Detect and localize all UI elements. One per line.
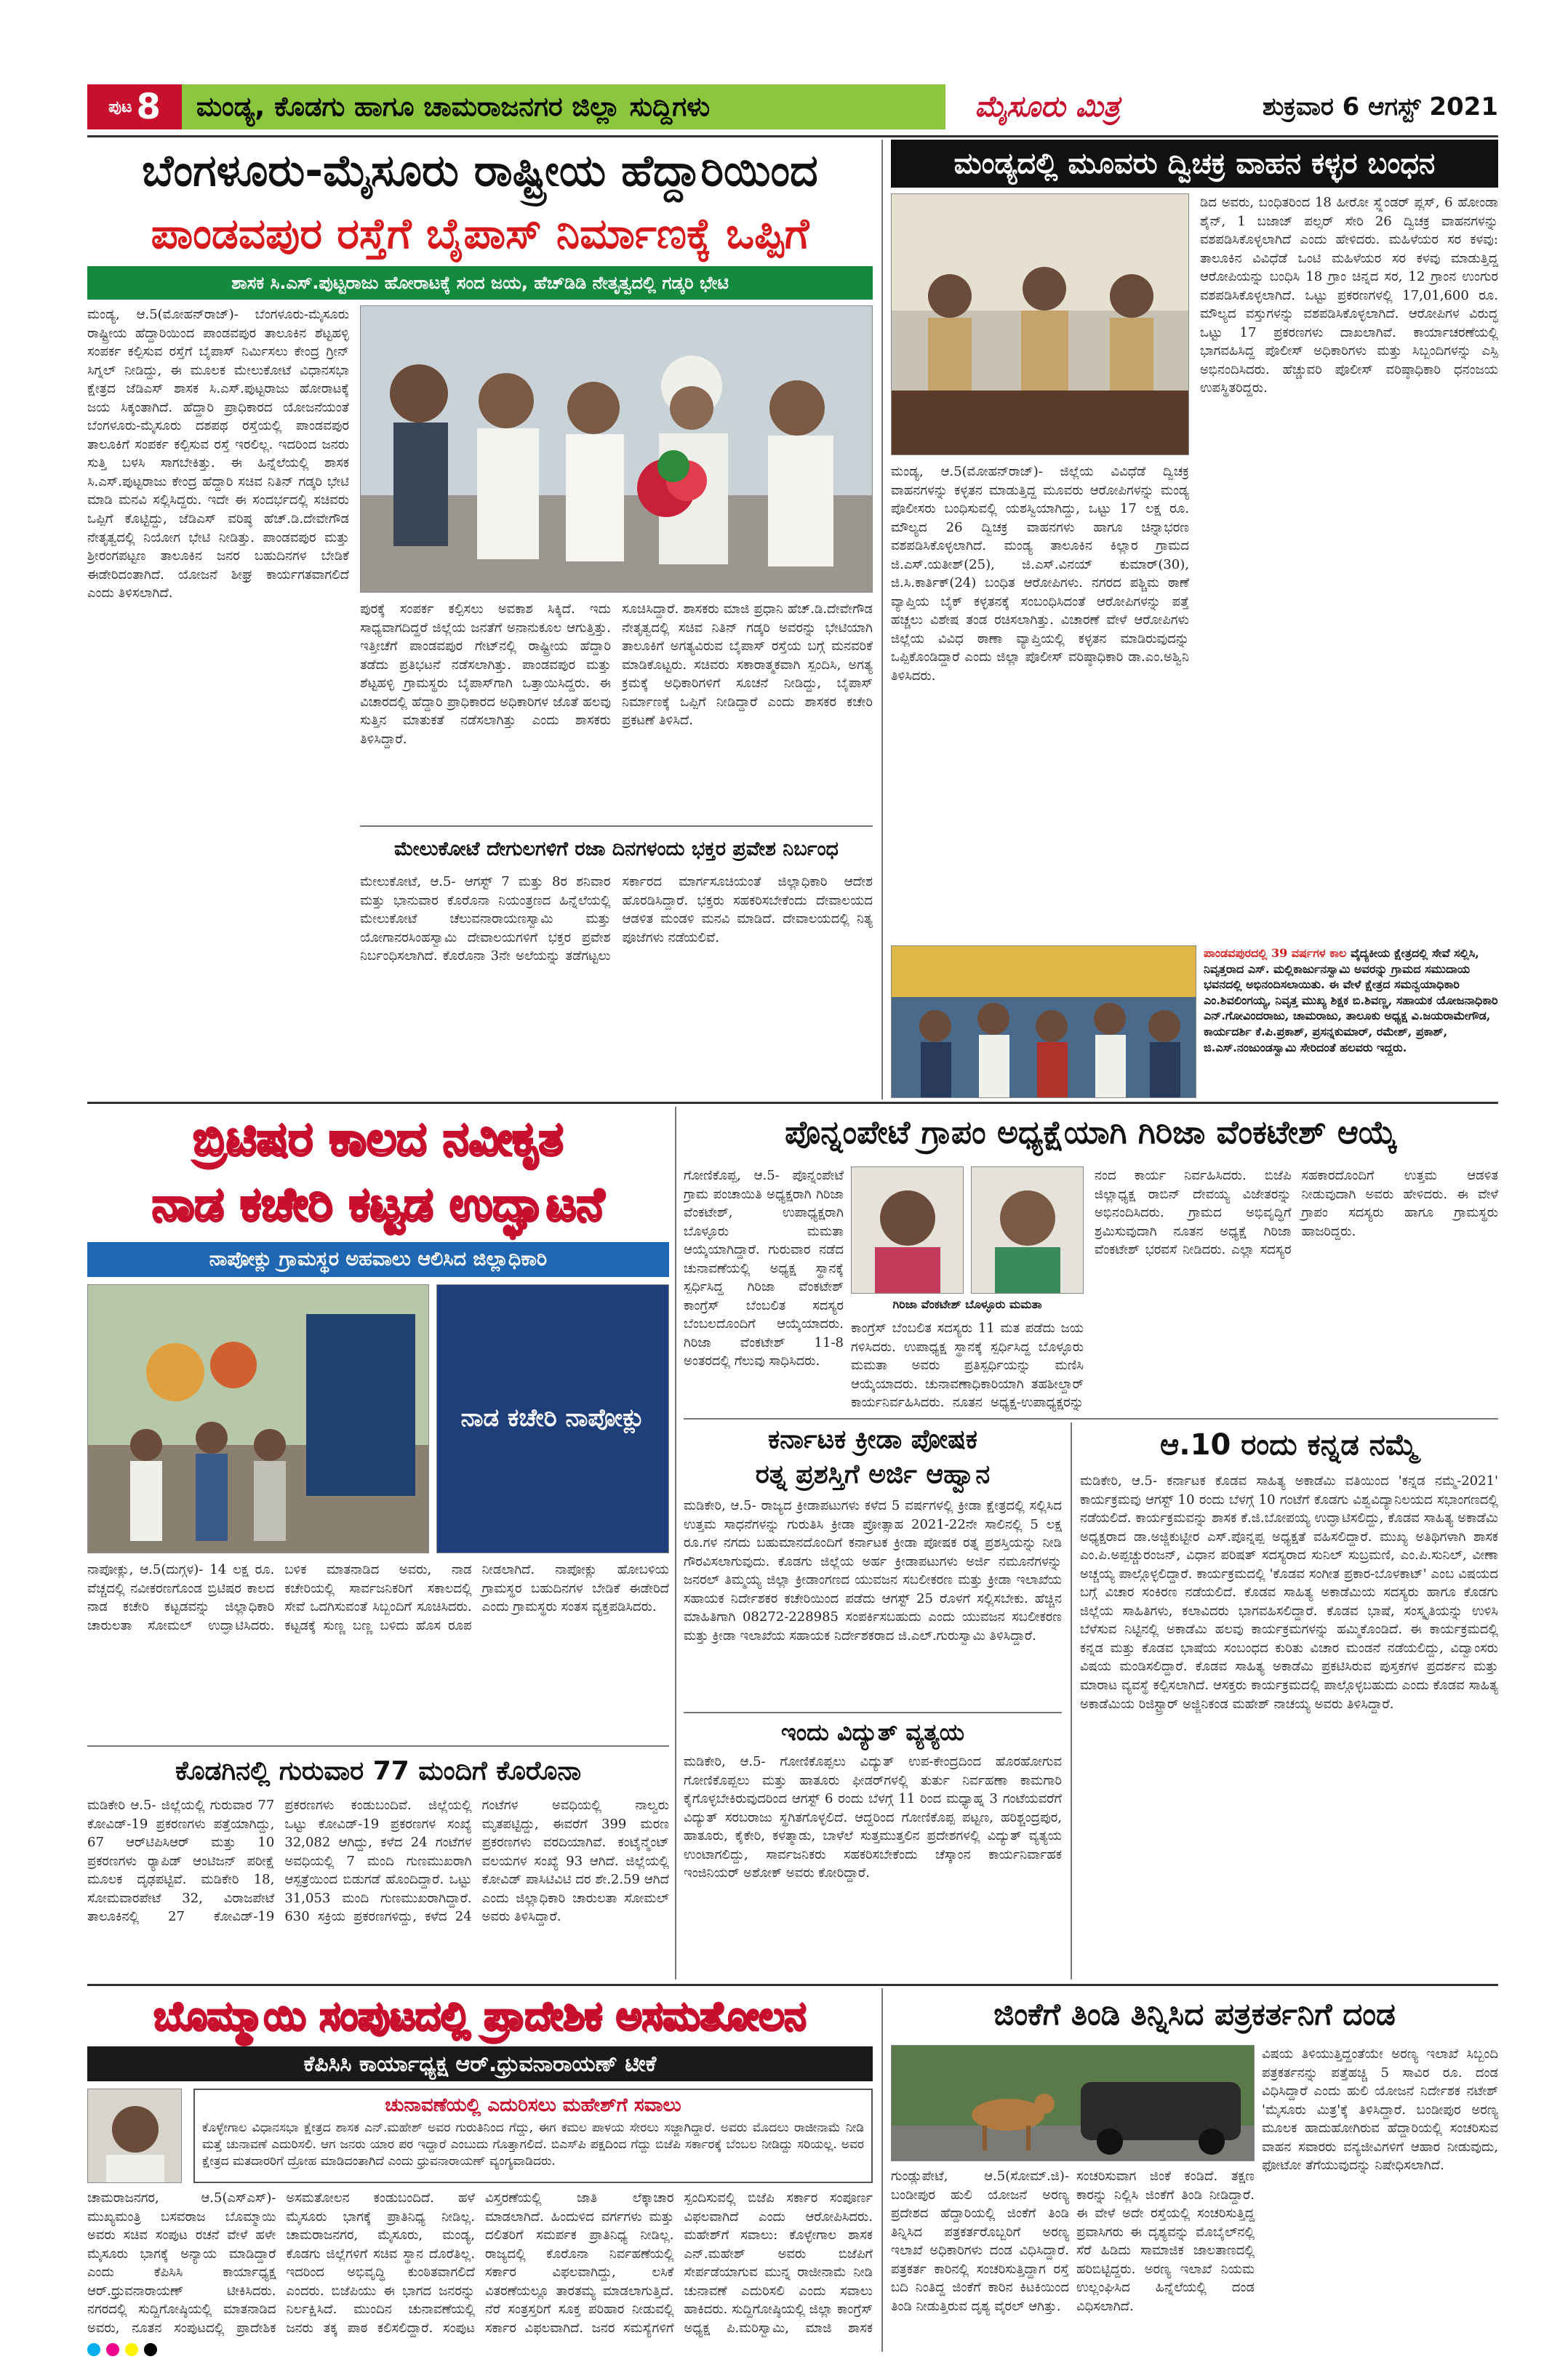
bommai-col1: ಚಾಮರಾಜನಗರ, ಆ.5(ಎಸ್‌ಎಸ್)- ಮುಖ್ಯಮಂತ್ರಿ ಬಸವರಾಜ ಬೊಮ್ಮಾಯಿ ಅವರು ಸಚಿವ ಸಂಪುಟ ರಚನೆ ವೇಳೆ ಹಳೇ ಮೈಸೂರು ಭಾಗಕ್ಕೆ ಅನ್ಯಾಯ ಮಾಡಿದ್ದಾರೆ ಎಂದು ಕೆಪಿಸಿಸಿ ಕಾರ್ಯಾಧ್ಯಕ್ಷ ಆರ್.ಧ್ರುವನಾರಾಯಣ್ ಟೀಕಿಸಿದರು. ನಗರದಲ್ಲಿ ಸುದ್ದಿಗೋಷ್ಠಿಯಲ್ಲಿ ಮಾತನಾಡಿದ ಅವರು, ನೂತನ ಸಂಪುಟದಲ್ಲಿ ಪ್ರಾದೇಶಿಕ ಅಸಮತೋಲನ ಕಂಡುಬಂದಿದೆ. ಹಳೆ ಮೈಸೂರು ಭಾಗಕ್ಕೆ ಪ್ರಾತಿನಿಧ್ಯ ನೀಡಿಲ್ಲ. ಚಾಮರಾಜನಗರ, ಮೈಸೂರು, ಮಂಡ್ಯ, ಕೊಡಗು ಜಿಲ್ಲೆಗಳಿಗೆ ಸಚಿವ ಸ್ಥಾನ ದೊರೆತಿಲ್ಲ. ಇದರಿಂದ ಅಭಿವೃದ್ಧಿ ಕುಂಠಿತವಾಗಲಿದೆ ಎಂದರು. ಬಿಜೆಪಿಯು ಈ ಭಾಗದ ಜನರನ್ನು ನಿರ್ಲಕ್ಷಿಸಿದೆ. ಮುಂದಿನ ಚುನಾವಣೆಯಲ್ಲಿ ಜನರು ತಕ್ಕ ಪಾಠ ಕಲಿಸಲಿದ್ದಾರೆ. ಸಂಪುಟ ವಿಸ್ತರಣೆಯಲ್ಲಿ ಜಾತಿ ಲೆಕ್ಕಾಚಾರ ಮಾಡಲಾಗಿದೆ. ಹಿಂದುಳಿದ ವರ್ಗಗಳು ಮತ್ತು ದಲಿತರಿಗೆ ಸಮರ್ಪಕ ಪ್ರಾತಿನಿಧ್ಯ ನೀಡಿಲ್ಲ. ರಾಜ್ಯದಲ್ಲಿ ಕೊರೊನಾ ನಿರ್ವಹಣೆಯಲ್ಲಿ ಸರ್ಕಾರ ವಿಫಲವಾಗಿದ್ದು, ಲಸಿಕೆ ವಿತರಣೆಯಲ್ಲೂ ತಾರತಮ್ಯ ಮಾಡಲಾಗುತ್ತಿದೆ. ನೆರೆ ಸಂತ್ರಸ್ತರಿಗೆ ಸೂಕ್ತ ಪರಿಹಾರ ನೀಡುವಲ್ಲಿ ಸರ್ಕಾರ ವಿಫಲವಾಗಿದೆ. ಜನರ ಸಮಸ್ಯೆಗಳಿಗೆ ಸ್ಪಂದಿಸುವಲ್ಲಿ ಬಿಜೆಪಿ ಸರ್ಕಾರ ಸಂಪೂರ್ಣ ವಿಫಲವಾಗಿದೆ ಎಂದು ಆರೋಪಿಸಿದರು. ಮಹೇಶ್‌ಗೆ ಸವಾಲು: ಕೊಳ್ಳೇಗಾಲ ಶಾಸಕ ಎನ್.ಮಹೇಶ್ ಅವರು ಬಿಜೆಪಿಗೆ ಸೇರ್ಪಡೆಯಾಗುವ ಮುನ್ನ ರಾಜೀನಾಮೆ ನೀಡಿ ಚುನಾವಣೆ ಎದುರಿಸಲಿ ಎಂದು ಸವಾಲು ಹಾಕಿದರು. ಸುದ್ದಿಗೋಷ್ಠಿಯಲ್ಲಿ ಜಿಲ್ಲಾ ಕಾಂಗ್ರೆಸ್ ಅಧ್ಯಕ್ಷ ಪಿ.ಮರಿಸ್ವಾಮಿ, ಮಾಜಿ ಶಾಸಕ — [87, 2190, 873, 2336]
bottom-column-divider — [881, 1988, 883, 2352]
deer-col1: ಗುಂಡ್ಲುಪೇಟೆ, ಆ.5(ಸೋಮ್.ಜಿ)- ಬಂಡೀಪುರ ಹುಲಿ ಯೋಜನೆ ಅರಣ್ಯ ಪ್ರದೇಶದ ಹೆದ್ದಾರಿಯಲ್ಲಿ ಜಿಂಕೆಗೆ ತಿಂಡಿ ತಿನ್ನಿಸಿದ ಪತ್ರಕರ್ತರೊಬ್ಬರಿಗೆ ಅರಣ್ಯ ಇಲಾಖೆ ಅಧಿಕಾರಿಗಳು ದಂಡ ವಿಧಿಸಿದ್ದಾರೆ. ಪತ್ರಕರ್ತ ಕಾರಿನಲ್ಲಿ ಸಂಚರಿಸುತ್ತಿದ್ದಾಗ ರಸ್ತೆ ಬದಿ ನಿಂತಿದ್ದ ಜಿಂಕೆಗೆ ಕಾರಿನ ಕಿಟಕಿಯಿಂದ ತಿಂಡಿ ನೀಡುತ್ತಿರುವ ದೃಶ್ಯ ವೈರಲ್ ಆಗಿತ್ತು. — [891, 2169, 1069, 2314]
ponnampet-col1: ಗೋಣಿಕೊಪ್ಪ, ಆ.5- ಪೊನ್ನಂಪೇಟೆ ಗ್ರಾಮ ಪಂಚಾಯಿತಿ ಅಧ್ಯಕ್ಷರಾಗಿ ಗಿರಿಜಾ ವೆಂಕಟೇಶ್, ಉಪಾಧ್ಯಕ್ಷರಾಗಿ ಬೊಳ್ಳೂರು ಮಮತಾ ಆಯ್ಕೆಯಾಗಿದ್ದಾರೆ. ಗುರುವಾರ ನಡೆದ ಚುನಾವಣೆಯಲ್ಲಿ ಅಧ್ಯಕ್ಷ ಸ್ಥಾನಕ್ಕೆ ಸ್ಪರ್ಧಿಸಿದ್ದ ಗಿರಿಜಾ ವೆಂಕಟೇಶ್ ಕಾಂಗ್ರೆಸ್ ಬೆಂಬಲಿತ ಸದಸ್ಯರ ಬೆಂಬಲದೊಂದಿಗೆ ಆಯ್ಕೆಯಾದರು. ಗಿರಿಜಾ ವೆಂಕಟೇಶ್ 11-8 ಅಂತರದಲ್ಲಿ ಗೆಲುವು ಸಾಧಿಸಿದರು. — [684, 1168, 844, 1369]
page-number: 8 — [136, 87, 161, 127]
ponnampet-col3: ನಂದ ಕಾರ್ಯ ನಿರ್ವಹಿಸಿದರು. ಬಿಜೆಪಿ ಜಿಲ್ಲಾಧ್ಯಕ್ಷ ರಾಬಿನ್ ದೇವಯ್ಯ ವಿಜೇತರನ್ನು ಅಭಿನಂದಿಸಿದರು. ಗ್ರಾಮದ ಅಭಿವೃದ್ಧಿಗೆ ಶ್ರಮಿಸುವುದಾಗಿ ನೂತನ ಅಧ್ಯಕ್ಷೆ ಗಿರಿಜಾ ವೆಂಕಟೇಶ್ ಭರವಸೆ ನೀಡಿದರು. ಎಲ್ಲಾ ಸದಸ್ಯರ ಸಹಕಾರದೊಂದಿಗೆ ಉತ್ತಮ ಆಡಳಿತ ನೀಡುವುದಾಗಿ ಅವರು ಹೇಳಿದರು. ಈ ವೇಳೆ ಗ್ರಾಪಂ ಸದಸ್ಯರು ಹಾಗೂ ಗ್ರಾಮಸ್ಥರು ಹಾಜರಿದ್ದರು. — [1095, 1168, 1498, 1258]
power-rule — [684, 1712, 1062, 1713]
nadakacheri-headline-2: ನಾಡ ಕಚೇರಿ ಕಟ್ಟಡ ಉದ್ಘಾಟನೆ — [152, 1178, 604, 1233]
page-number-badge — [87, 84, 182, 129]
right-column-divider — [1071, 1422, 1072, 1979]
reg-dot-cyan — [87, 2343, 100, 2356]
page-label: ಪುಟ — [108, 97, 132, 116]
reg-dot-yellow — [125, 2343, 138, 2356]
issue-date: ಶುಕ್ರವಾರ 6 ಆಗಸ್ಟ್ 2021 — [1262, 92, 1498, 121]
nadakacheri-sign-photo — [436, 1284, 669, 1553]
bypass-headline-1: ಬೆಂಗಳೂರು-ಮೈಸೂರು ರಾಷ್ಟ್ರೀಯ ಹೆದ್ದಾರಿಯಿಂದ — [142, 145, 818, 196]
corona-headline: ಕೊಡಗಿನಲ್ಲಿ ಗುರುವಾರ 77 ಮಂದಿಗೆ ಕೊರೊನಾ — [175, 1756, 582, 1787]
paper-name: ಮೈಸೂರು ಮಿತ್ರ — [975, 90, 1120, 124]
bypass-headline-2: ಪಾಂಡವಪುರ ರಸ್ತೆಗೆ ಬೈಪಾಸ್ ನಿರ್ಮಾಣಕ್ಕೆ ಒಪ್ಪಿಗೆ — [151, 208, 809, 258]
reg-dot-magenta — [106, 2343, 119, 2356]
bike-theft-col2: ಡಿದ ಅವರು, ಬಂಧಿತರಿಂದ 18 ಹೀರೋ ಸ್ಪ್ಲೆಂಡರ್ ಪ್ಲಸ್, 6 ಹೋಂಡಾ ಶೈನ್, 1 ಬಜಾಜ್ ಪಲ್ಸರ್ ಸೇರಿ 26 ದ್ವಿಚಕ್ರ ವಾಹನಗಳನ್ನು ವಶಪಡಿಸಿಕೊಳ್ಳಲಾಗಿದೆ ಎಂದು ಹೇಳಿದರು. ಮಹಿಳೆಯರ ಸರ ಕಳವು: ತಾಲೂಕಿನ ವಿವಿಧೆಡೆ ಒಂಟಿ ಮಹಿಳೆಯರ ಸರ ಕಳವು ಮಾಡುತ್ತಿದ್ದ ಆರೋಪಿಯನ್ನು ಬಂಧಿಸಿ 18 ಗ್ರಾಂ ಚಿನ್ನದ ಸರ, 12 ಗ್ರಾಂನ ಉಂಗುರ ವಶಪಡಿಸಿಕೊಳ್ಳಲಾಗಿದೆ. ಒಟ್ಟು ಪ್ರಕರಣಗಳಲ್ಲಿ 17,01,600 ರೂ. ಮೌಲ್ಯದ ವಸ್ತುಗಳನ್ನು ವಶಪಡಿಸಿಕೊಳ್ಳಲಾಗಿದೆ. ಆರೋಪಿಗಳ ವಿರುದ್ಧ ಒಟ್ಟು 17 ಪ್ರಕರಣಗಳು ದಾಖಲಾಗಿವೆ. ಕಾರ್ಯಾಚರಣೆಯಲ್ಲಿ ಭಾಗವಹಿಸಿದ್ದ ಪೊಲೀಸ್ ಅಧಿಕಾರಿಗಳು ಮತ್ತು ಸಿಬ್ಬಂದಿಗಳನ್ನು ಎಸ್ಪಿ ಅಭಿನಂದಿಸಿದರು. ಹೆಚ್ಚುವರಿ ಪೊಲೀಸ್ ವರಿಷ್ಠಾಧಿಕಾರಿ ಧನಂಜಯ ಉಪಸ್ಥಿತರಿದ್ದರು. — [1200, 195, 1498, 396]
nadakacheri-photo — [87, 1284, 429, 1553]
nadakacheri-headline-1: ಬ್ರಿಟಿಷರ ಕಾಲದ ನವೀಕೃತ — [193, 1113, 564, 1167]
sports-headline-2: ರತ್ನ ಪ್ರಶಸ್ತಿಗೆ ಅರ್ಜಿ ಆಹ್ವಾನ — [755, 1460, 991, 1490]
sports-body: ಮಡಿಕೇರಿ, ಆ.5- ರಾಜ್ಯದ ಕ್ರೀಡಾಪಟುಗಳು ಕಳೆದ 5 ವರ್ಷಗಳಲ್ಲಿ ಕ್ರೀಡಾ ಕ್ಷೇತ್ರದಲ್ಲಿ ಸಲ್ಲಿಸಿದ ಉತ್ತಮ ಸಾಧನೆಗಳನ್ನು ಗುರುತಿಸಿ ಕ್ರೀಡಾ ಪ್ರೋತ್ಸಾಹ 2021-22ನೇ ಸಾಲಿನಲ್ಲಿ 5 ಲಕ್ಷ ರೂ.ಗಳ ನಗದು ಬಹುಮಾನದೊಂದಿಗೆ ಕರ್ನಾಟಕ ಕ್ರೀಡಾ ಪೋಷಕ ರತ್ನ ಪ್ರಶಸ್ತಿಯನ್ನು ನೀಡಿ ಗೌರವಿಸಲಾಗುವುದು. ಕೊಡಗು ಜಿಲ್ಲೆಯ ಅರ್ಹ ಕ್ರೀಡಾಪಟುಗಳು ಅರ್ಜಿ ನಮೂನೆಗಳನ್ನು ಜನರಲ್ ತಿಮ್ಮಯ್ಯ ಜಿಲ್ಲಾ ಕ್ರೀಡಾಂಗಣದ ಯುವಜನ ಸಬಲೀಕರಣ ಮತ್ತು ಕ್ರೀಡಾ ಇಲಾಖೆಯ ಸಹಾಯಕ ನಿರ್ದೇಶಕರ ಕಚೇರಿಯಿಂದ ಪಡೆದು ಆಗಸ್ಟ್ 25 ರೊಳಗೆ ಸಲ್ಲಿಸಬೇಕು. ಹೆಚ್ಚಿನ ಮಾಹಿತಿಗಾಗಿ 08272-228985 ಸಂಪರ್ಕಿಸಬಹುದು ಎಂದು ಯುವಜನ ಸಬಲೀಕರಣ ಮತ್ತು ಕ್ರೀಡಾ ಇಲಾಖೆಯ ಸಹಾಯಕ ನಿರ್ದೇಶಕರಾದ ಜಿ.ಎಲ್.ಗುರುಸ್ವಾಮಿ ತಿಳಿಸಿದ್ದಾರೆ. — [684, 1498, 1062, 1644]
nadakacheri-sign-text: ನಾಡ ಕಚೇರಿ ನಾಪೋಕ್ಲು — [460, 1404, 645, 1433]
felicitation-text: ಪಾಂಡವಪುರದಲ್ಲಿ 39 ವರ್ಷಗಳ ಕಾಲ ವೈದ್ಯಕೀಯ ಕ್ಷೇತ್ರದಲ್ಲಿ ಸೇವೆ ಸಲ್ಲಿಸಿ, ನಿವೃತ್ತರಾದ ಎಸ್. ಮಲ್ಲಿಕಾರ್ಜುನಸ್ವಾಮಿ ಅವರನ್ನು ಗ್ರಾಮದ ಸಮುದಾಯ ಭವನದಲ್ಲಿ ಅಭಿನಂದಿಸಲಾಯಿತು. ಈ ವೇಳೆ ಕ್ಷೇತ್ರದ ಸಮನ್ವಯಾಧಿಕಾರಿ ಎಂ.ಶಿವಲಿಂಗಯ್ಯ, ನಿವೃತ್ತ ಮುಖ್ಯ ಶಿಕ್ಷಕ ಬಿ.ಶಿವಣ್ಣ, ಸಹಾಯಕ ಯೋಜನಾಧಿಕಾರಿ ಎನ್.ಗೋವಿಂದರಾಜು, ಚಾಮರಾಜು, ತಾಲೂಕು ಅಧ್ಯಕ್ಷ ವಿ.ಜಯರಾಮೇಗೌಡ, ಕಾರ್ಯದರ್ಶಿ ಕೆ.ಪಿ.ಪ್ರಕಾಶ್, ಪ್ರಸನ್ನಕುಮಾರ್, ರಮೇಶ್, ಪ್ರಕಾಶ್, ಜಿ.ಎಸ್.ನಂಜುಂಡಸ್ವಾಮಿ ಸೇರಿದಂತೆ ಹಲವರು ಇದ್ದರು. — [1204, 946, 1498, 1054]
bike-theft-headline-bar: ಮಂಡ್ಯದಲ್ಲಿ ಮೂವರು ದ್ವಿಚಕ್ರ ವಾಹನ ಕಳ್ಳರ ಬಂಧನ — [891, 140, 1498, 188]
kannada-body: ಮಡಿಕೇರಿ, ಆ.5- ಕರ್ನಾಟಕ ಕೊಡವ ಸಾಹಿತ್ಯ ಅಕಾಡೆಮಿ ವತಿಯಿಂದ 'ಕನ್ನಡ ನಮ್ಮೆ-2021' ಕಾರ್ಯಕ್ರಮವು ಆಗಸ್ಟ್ 10 ರಂದು ಬೆಳಗ್ಗೆ 10 ಗಂಟೆಗೆ ಕೊಡಗು ವಿಶ್ವವಿದ್ಯಾನಿಲಯದ ಸಭಾಂಗಣದಲ್ಲಿ ನಡೆಯಲಿದೆ. ಕಾರ್ಯಕ್ರಮವನ್ನು ಶಾಸಕ ಕೆ.ಜಿ.ಬೋಪಯ್ಯ ಉದ್ಘಾಟಿಸಲಿದ್ದು, ಕೊಡವ ಸಾಹಿತ್ಯ ಅಕಾಡೆಮಿ ಅಧ್ಯಕ್ಷರಾದ ಡಾ.ಅಜ್ಜಿಕುಟ್ಟೀರ ಎಸ್.ಪೊನ್ನಪ್ಪ ಅಧ್ಯಕ್ಷತೆ ವಹಿಸಲಿದ್ದಾರೆ. ಮುಖ್ಯ ಅತಿಥಿಗಳಾಗಿ ಶಾಸಕ ಎಂ.ಪಿ.ಅಪ್ಪಚ್ಚುರಂಜನ್, ವಿಧಾನ ಪರಿಷತ್ ಸದಸ್ಯರಾದ ಸುನಿಲ್ ಸುಬ್ರಮಣಿ, ಎಂ.ಪಿ.ಸುನಿಲ್, ವೀಣಾ ಅಚ್ಚಯ್ಯ ಪಾಲ್ಗೊಳ್ಳಲಿದ್ದಾರೆ. ಕಾರ್ಯಕ್ರಮದಲ್ಲಿ 'ಕೊಡವ ಸಂಗೀತ ಪ್ರಕಾರ-ಬೊಳಕಾಟ್' ಎಂಬ ವಿಷಯದ ಬಗ್ಗೆ ವಿಚಾರ ಸಂಕಿರಣ ನಡೆಯಲಿದೆ. ಕೊಡವ ಸಾಹಿತ್ಯ ಅಕಾಡೆಮಿಯ ಸದಸ್ಯರು ಹಾಗೂ ಕೊಡಗು ಜಿಲ್ಲೆಯ ಸಾಹಿತಿಗಳು, ಕಲಾವಿದರು ಭಾಗವಹಿಸಲಿದ್ದಾರೆ. ಕೊಡವ ಭಾಷೆ, ಸಂಸ್ಕೃತಿಯನ್ನು ಉಳಿಸಿ ಬೆಳೆಸುವ ನಿಟ್ಟಿನಲ್ಲಿ ಅಕಾಡೆಮಿ ಹಲವು ಕಾರ್ಯಕ್ರಮಗಳನ್ನು ಹಮ್ಮಿಕೊಂಡಿದೆ. ಈ ಕಾರ್ಯಕ್ರಮದಲ್ಲಿ ಕನ್ನಡ ಮತ್ತು ಕೊಡವ ಭಾಷೆಯ ಸಂಬಂಧದ ಕುರಿತು ವಿಚಾರ ಮಂಡನೆ ನಡೆಯಲಿದ್ದು, ವಿದ್ವಾಂಸರು ವಿಷಯ ಮಂಡಿಸಲಿದ್ದಾರೆ. ಕೊಡವ ಸಾಹಿತ್ಯ ಅಕಾಡೆಮಿ ಪ್ರಕಟಿಸಿರುವ ಪುಸ್ತಕಗಳ ಪ್ರದರ್ಶನ ಮತ್ತು ಮಾರಾಟ ವ್ಯವಸ್ಥೆ ಕಲ್ಪಿಸಲಾಗಿದೆ. ಆಸಕ್ತರು ಕಾರ್ಯಕ್ರಮದಲ್ಲಿ ಪಾಲ್ಗೊಳ್ಳಬಹುದು ಎಂದು ಕೊಡವ ಸಾಹಿತ್ಯ ಅಕಾಡೆಮಿಯ ರಿಜಿಸ್ಟ್ರಾರ್ ಅಜ್ಜಿನಿಕಂಡ ಮಹೇಶ್ ನಾಚಯ್ಯ ಅವರು ತಿಳಿಸಿದ್ದಾರೆ. — [1080, 1473, 1498, 1712]
nadakacheri-body-bottom: ನಾಪೋಕ್ಲು, ಆ.5(ದುಗ್ಗಳ)- 14 ಲಕ್ಷ ರೂ. ವೆಚ್ಚದಲ್ಲಿ ನವೀಕರಣಗೊಂಡ ಬ್ರಿಟಿಷರ ಕಾಲದ ನಾಡ ಕಚೇರಿ ಕಟ್ಟಡವನ್ನು ಜಿಲ್ಲಾಧಿಕಾರಿ ಚಾರುಲತಾ ಸೋಮಲ್ ಉದ್ಘಾಟಿಸಿದರು. ಬಳಿಕ ಮಾತನಾಡಿದ ಅವರು, ನಾಡ ಕಚೇರಿಯಲ್ಲಿ ಸಾರ್ವಜನಿಕರಿಗೆ ಸಕಾಲದಲ್ಲಿ ಸೇವೆ ಒದಗಿಸುವಂತೆ ಸಿಬ್ಬಂದಿಗೆ ಸೂಚಿಸಿದರು. ಕಟ್ಟಡಕ್ಕೆ ಸುಣ್ಣ ಬಣ್ಣ ಬಳಿದು ಹೊಸ ರೂಪ ನೀಡಲಾಗಿದೆ. ನಾಪೋಕ್ಲು ಹೋಬಳಿಯ ಗ್ರಾಮಸ್ಥರ ಬಹುದಿನಗಳ ಬೇಡಿಕೆ ಈಡೇರಿದೆ ಎಂದು ಗ್ರಾಮಸ್ಥರು ಸಂತಸ ವ್ಯಕ್ತಪಡಿಸಿದರು. — [87, 1562, 669, 1633]
bypass-body-col1: ಮಂಡ್ಯ, ಆ.5(ಮೋಹನ್‌ರಾಜ್)- ಬೆಂಗಳೂರು-ಮೈಸೂರು ರಾಷ್ಟ್ರೀಯ ಹೆದ್ದಾರಿಯಿಂದ ಪಾಂಡವಪುರ ತಾಲೂಕಿನ ಶೆಟ್ಟಹಳ್ಳಿ ಸಂಪರ್ಕ ಕಲ್ಪಿಸುವ ರಸ್ತೆಗೆ ಬೈಪಾಸ್ ನಿರ್ಮಿಸಲು ಕೇಂದ್ರ ಗ್ರೀನ್ ಸಿಗ್ನಲ್ ನೀಡಿದ್ದು, ಈ ಮೂಲಕ ಮೇಲುಕೋಟೆ ವಿಧಾನಸಭಾ ಕ್ಷೇತ್ರದ ಜೆಡಿಎಸ್ ಶಾಸಕ ಸಿ.ಎಸ್.ಪುಟ್ಟರಾಜು ಹೋರಾಟಕ್ಕೆ ಜಯ ಸಿಕ್ಕಂತಾಗಿದೆ. ಹೆದ್ದಾರಿ ಪ್ರಾಧಿಕಾರದ ಯೋಜನೆಯಂತೆ ಬೆಂಗಳೂರು-ಮೈಸೂರು ದಶಪಥ ರಸ್ತೆಯಲ್ಲಿ ಪಾಂಡವಪುರ ತಾಲೂಕಿಗೆ ಸಂಪರ್ಕ ಕಲ್ಪಿಸುವ ರಸ್ತೆ ಇರಲಿಲ್ಲ. ಇದರಿಂದ ಜನರು ಸುತ್ತಿ ಬಳಸಿ ಸಾಗಬೇಕಿತ್ತು. ಈ ಹಿನ್ನೆಲೆಯಲ್ಲಿ ಶಾಸಕ ಸಿ.ಎಸ್.ಪುಟ್ಟರಾಜು ಕೇಂದ್ರ ಹೆದ್ದಾರಿ ಸಚಿವ ನಿತಿನ್ ಗಡ್ಕರಿ ಭೇಟಿ ಮಾಡಿ ಮನವಿ ಸಲ್ಲಿಸಿದ್ದರು. ಇದೇ ಈ ಸಂದರ್ಭದಲ್ಲಿ ಸಚಿವರು ಒಪ್ಪಿಗೆ ಕೊಟ್ಟಿದ್ದು, ಜೆಡಿಎಸ್ ವರಿಷ್ಠ ಹೆಚ್.ಡಿ.ದೇವೇಗೌಡ ನೇತೃತ್ವದಲ್ಲಿ ನಿಯೋಗ ಭೇಟಿ ನೀಡಿತ್ತು. ಪಾಂಡವಪುರ ಮತ್ತು ಶ್ರೀರಂಗಪಟ್ಟಣ ತಾಲೂಕಿನ ಜನರ ಬಹುದಿನಗಳ ಬೇಡಿಕೆ ಈಡೇರಿದಂತಾಗಿದೆ. ಯೋಜನೆ ಶೀಘ್ರ ಕಾರ್ಯಗತವಾಗಲಿದೆ ಎಂದು ತಿಳಿಸಲಾಗಿದೆ. — [87, 307, 349, 601]
bommai-subhead: ಕೆಪಿಸಿಸಿ ಕಾರ್ಯಾಧ್ಯಕ್ಷ ಆರ್.ಧ್ರುವನಾರಾಯಣ್ ಟೀಕೆ — [87, 2046, 873, 2081]
bypass-subhead: ಶಾಸಕ ಸಿ.ಎಸ್.ಪುಟ್ಟರಾಜು ಹೋರಾಟಕ್ಕೆ ಸಂದ ಜಯ, ಹೆಚ್‌ಡಿಡಿ ನೇತೃತ್ವದಲ್ಲಿ ಗಡ್ಕರಿ ಭೇಟಿ — [87, 266, 873, 300]
dhruvanarayan-photo — [87, 2089, 182, 2183]
top-column-divider — [881, 140, 883, 1100]
ponnampet-photo-1 — [851, 1166, 964, 1294]
temple-body: ಮೇಲುಕೋಟೆ, ಆ.5- ಆಗಸ್ಟ್ 7 ಮತ್ತು 8ರ ಶನಿವಾರ ಮತ್ತು ಭಾನುವಾರ ಕೊರೊನಾ ನಿಯಂತ್ರಣದ ಹಿನ್ನೆಲೆಯಲ್ಲಿ ಮೇಲುಕೋಟೆ ಚೆಲುವನಾರಾಯಣಸ್ವಾಮಿ ಮತ್ತು ಯೋಗಾನರಸಿಂಹಸ್ವಾಮಿ ದೇವಾಲಯಗಳಿಗೆ ಭಕ್ತರ ಪ್ರವೇಶ ನಿರ್ಬಂಧಿಸಲಾಗಿದೆ. ಕೊರೊನಾ 3ನೇ ಅಲೆಯನ್ನು ತಡೆಗಟ್ಟಲು ಸರ್ಕಾರದ ಮಾರ್ಗಸೂಚಿಯಂತೆ ಜಿಲ್ಲಾಧಿಕಾರಿ ಆದೇಶ ಹೊರಡಿಸಿದ್ದಾರೆ. ಭಕ್ತರು ಸಹಕರಿಸಬೇಕೆಂದು ದೇವಾಲಯದ ಆಡಳಿತ ಮಂಡಳಿ ಮನವಿ ಮಾಡಿದೆ. ದೇವಾಲಯದಲ್ಲಿ ನಿತ್ಯ ಪೂಜೆಗಳು ನಡೆಯಲಿವೆ. — [360, 874, 873, 964]
ponnampet-rule — [684, 1418, 1498, 1420]
bypass-body-col3: ಸೂಚಿಸಿದ್ದಾರೆ. ಶಾಸಕರು ಮಾಜಿ ಪ್ರಧಾನಿ ಹೆಚ್.ಡಿ.ದೇವೇಗೌಡ ನೇತೃತ್ವದಲ್ಲಿ ಸಚಿವ ನಿತಿನ್ ಗಡ್ಕರಿ ಅವರನ್ನು ಭೇಟಿಯಾಗಿ ತಾಲೂಕಿಗೆ ಅಗತ್ಯವಿರುವ ಬೈಪಾಸ್ ರಸ್ತೆಯ ಬಗ್ಗೆ ಮನವರಿಕೆ ಮಾಡಿಕೊಟ್ಟರು. ಸಚಿವರು ಸಕಾರಾತ್ಮಕವಾಗಿ ಸ್ಪಂದಿಸಿ, ಅಗತ್ಯ ಕ್ರಮಕ್ಕೆ ಅಧಿಕಾರಿಗಳಿಗೆ ಸೂಚನೆ ನೀಡಿದ್ದು, ಬೈಪಾಸ್ ನಿರ್ಮಾಣಕ್ಕೆ ಒಪ್ಪಿಗೆ ನೀಡಿದ್ದಾರೆ ಎಂದು ಶಾಸಕರ ಕಚೇರಿ ಪ್ರಕಟಣೆ ತಿಳಿಸಿದೆ. — [622, 601, 873, 729]
power-body: ಮಡಿಕೇರಿ, ಆ.5- ಗೋಣಿಕೊಪ್ಪಲು ವಿದ್ಯುತ್ ಉಪ-ಕೇಂದ್ರದಿಂದ ಹೊರಹೋಗುವ ಗೋಣಿಕೊಪ್ಪಲು ಮತ್ತು ಹಾತೂರು ಫೀಡರ್‌ಗಳಲ್ಲಿ ತುರ್ತು ನಿರ್ವಹಣಾ ಕಾಮಗಾರಿ ಕೈಗೊಳ್ಳಬೇಕಿರುವುದರಿಂದ ಆಗಸ್ಟ್ 6 ರಂದು ಬೆಳಗ್ಗೆ 11 ರಿಂದ ಮಧ್ಯಾಹ್ನ 3 ಗಂಟೆಯವರೆಗೆ ವಿದ್ಯುತ್ ಸರಬರಾಜು ಸ್ಥಗಿತಗೊಳ್ಳಲಿದೆ. ಆದ್ದರಿಂದ ಗೋಣಿಕೊಪ್ಪ ಪಟ್ಟಣ, ಹರಿಶ್ಚಂದ್ರಪುರ, ಹಾತೂರು, ಕೈಕೇರಿ, ಕಳತ್ಮಾಡು, ಬಾಳೆಲೆ ಸುತ್ತಮುತ್ತಲಿನ ಪ್ರದೇಶಗಳಲ್ಲಿ ವಿದ್ಯುತ್ ವ್ಯತ್ಯಯ ಉಂಟಾಗಲಿದ್ದು, ಸಾರ್ವಜನಿಕರು ಸಹಕರಿಸಬೇಕೆಂದು ಚೆಸ್ಕಾಂನ ಕಾರ್ಯನಿರ್ವಾಹಕ ಇಂಜಿನಿಯರ್ ಅಶೋಕ್ ಅವರು ಕೋರಿದ್ದಾರೆ. — [684, 1754, 1062, 1881]
corona-body: ಮಡಿಕೇರಿ ಆ.5- ಜಿಲ್ಲೆಯಲ್ಲಿ ಗುರುವಾರ 77 ಕೋವಿಡ್-19 ಪ್ರಕರಣಗಳು ಪತ್ತೆಯಾಗಿದ್ದು, 67 ಆರ್‌ಟಿಪಿಸಿಆರ್ ಮತ್ತು 10 ಪ್ರಕರಣಗಳು ರ‍್ಯಾಪಿಡ್ ಆಂಟಿಜನ್ ಪರೀಕ್ಷೆ ಮೂಲಕ ದೃಢಪಟ್ಟಿವೆ. ಮಡಿಕೇರಿ 18, ಸೋಮವಾರಪೇಟೆ 32, ವಿರಾಜಪೇಟೆ ತಾಲೂಕಿನಲ್ಲಿ 27 ಕೋವಿಡ್-19 ಪ್ರಕರಣಗಳು ಕಂಡುಬಂದಿವೆ. ಜಿಲ್ಲೆಯಲ್ಲಿ ಒಟ್ಟು ಕೋವಿಡ್-19 ಪ್ರಕರಣಗಳ ಸಂಖ್ಯೆ 32,082 ಆಗಿದ್ದು, ಕಳೆದ 24 ಗಂಟೆಗಳ ಅವಧಿಯಲ್ಲಿ 7 ಮಂದಿ ಗುಣಮುಖರಾಗಿ ಆಸ್ಪತ್ರೆಯಿಂದ ಬಿಡುಗಡೆ ಹೊಂದಿದ್ದಾರೆ. ಒಟ್ಟು 31,053 ಮಂದಿ ಗುಣಮುಖರಾಗಿದ್ದಾರೆ. 630 ಸಕ್ರಿಯ ಪ್ರಕರಣಗಳಿದ್ದು, ಕಳೆದ 24 ಗಂಟೆಗಳ ಅವಧಿಯಲ್ಲಿ ನಾಲ್ವರು ಮೃತಪಟ್ಟಿದ್ದು, ಈವರೆಗೆ 399 ಮರಣ ಪ್ರಕರಣಗಳು ವರದಿಯಾಗಿವೆ. ಕಂಟೈನ್ಮೆಂಟ್ ವಲಯಗಳ ಸಂಖ್ಯೆ 93 ಆಗಿದೆ. ಜಿಲ್ಲೆಯಲ್ಲಿ ಕೋವಿಡ್ ಪಾಸಿಟಿವಿಟಿ ದರ ಶೇ.2.59 ಆಗಿದೆ ಎಂದು ಜಿಲ್ಲಾಧಿಕಾರಿ ಚಾರುಲತಾ ಸೋಮಲ್ ಅವರು ತಿಳಿಸಿದ್ದಾರೆ. — [87, 1798, 669, 1925]
bommai-box-head: ಚುನಾವಣೆಯಲ್ಲಿ ಎದುರಿಸಲು ಮಹೇಶ್‌ಗೆ ಸವಾಲು — [385, 2094, 681, 2116]
bypass-body-col2: ಪುರಕ್ಕೆ ಸಂಪರ್ಕ ಕಲ್ಪಿಸಲು ಅವಕಾಶ ಸಿಕ್ಕಿದೆ. ಇದು ಸಾಧ್ಯವಾಗದಿದ್ದರೆ ಜಿಲ್ಲೆಯ ಜನತೆಗೆ ಅನಾನುಕೂಲ ಆಗುತ್ತಿತ್ತು. ಇತ್ತೀಚೆಗೆ ಪಾಂಡವಪುರ ಗೇಟ್‌ನಲ್ಲಿ ರಾಷ್ಟ್ರೀಯ ಹೆದ್ದಾರಿ ತಡೆದು ಪ್ರತಿಭಟನೆ ನಡೆಸಲಾಗಿತ್ತು. ಪಾಂಡವಪುರ ಮತ್ತು ಶೆಟ್ಟಹಳ್ಳಿ ಗ್ರಾಮಸ್ಥರು ಬೈಪಾಸ್‌ಗಾಗಿ ಒತ್ತಾಯಿಸಿದ್ದರು. ಈ ವಿಚಾರದಲ್ಲಿ ಹೆದ್ದಾರಿ ಪ್ರಾಧಿಕಾರದ ಅಧಿಕಾರಿಗಳ ಜೊತೆ ಹಲವು ಸುತ್ತಿನ ಮಾತುಕತೆ ನಡೆಸಲಾಗಿತ್ತು ಎಂದು ಶಾಸಕರು ತಿಳಿಸಿದ್ದಾರೆ. — [360, 601, 611, 747]
temple-rule — [360, 825, 873, 827]
corona-rule — [87, 1745, 669, 1747]
registration-marks-left — [87, 2343, 175, 2358]
sports-headline-1: ಕರ್ನಾಟಕ ಕ್ರೀಡಾ ಪೋಷಕ — [768, 1425, 977, 1455]
nadakacheri-subhead: ನಾಪೋಕ್ಲು ಗ್ರಾಮಸ್ಥರ ಅಹವಾಲು ಆಲಿಸಿದ ಜಿಲ್ಲಾಧಿಕಾರಿ — [87, 1242, 669, 1277]
ponnampet-caption: ಗಿರಿಜಾ ವೆಂಕಟೇಶ್ ಬೊಳ್ಳೂರು ಮಮತಾ — [892, 1297, 1042, 1311]
paper-name-logo — [938, 81, 1156, 132]
masthead-rule — [87, 135, 1498, 137]
deer-photo — [891, 2045, 1255, 2161]
bike-theft-col1: ಮಂಡ್ಯ, ಆ.5(ಮೋಹನ್‌ರಾಜ್)- ಜಿಲ್ಲೆಯ ವಿವಿಧೆಡೆ ದ್ವಿಚಕ್ರ ವಾಹನಗಳನ್ನು ಕಳ್ಳತನ ಮಾಡುತ್ತಿದ್ದ ಮೂವರು ಆರೋಪಿಗಳನ್ನು ಮಂಡ್ಯ ಪೊಲೀಸರು ಬಂಧಿಸುವಲ್ಲಿ ಯಶಸ್ವಿಯಾಗಿದ್ದು, ಒಟ್ಟು 17 ಲಕ್ಷ ರೂ. ಮೌಲ್ಯದ 26 ದ್ವಿಚಕ್ರ ವಾಹನಗಳು ಹಾಗೂ ಚಿನ್ನಾಭರಣ ವಶಪಡಿಸಿಕೊಳ್ಳಲಾಗಿದೆ. ಮಂಡ್ಯ ತಾಲೂಕಿನ ಕಿಲ್ಲಾರ ಗ್ರಾಮದ ಜಿ.ಎಸ್.ಯತೀಶ್(25), ಜಿ.ಎಸ್.ವಿನಯ್ ಕುಮಾರ್(30), ಜಿ.ಸಿ.ಕಾರ್ತಿಕ್(24) ಬಂಧಿತ ಆರೋಪಿಗಳು. ನಗರದ ಪಶ್ಚಿಮ ಠಾಣೆ ವ್ಯಾಪ್ತಿಯ ಬೈಕ್ ಕಳ್ಳತನಕ್ಕೆ ಸಂಬಂಧಿಸಿದಂತೆ ಆರೋಪಿಗಳನ್ನು ಪತ್ತೆ ಹಚ್ಚಲು ವಿಶೇಷ ತಂಡ ರಚಿಸಲಾಗಿತ್ತು. ವಿಚಾರಣೆ ವೇಳೆ ಆರೋಪಿಗಳು ಜಿಲ್ಲೆಯ ವಿವಿಧ ಠಾಣಾ ವ್ಯಾಪ್ತಿಯಲ್ಲಿ ಕಳ್ಳತನ ಮಾಡಿರುವುದನ್ನು ಒಪ್ಪಿಕೊಂಡಿದ್ದಾರೆ ಎಂದು ಜಿಲ್ಲಾ ಪೊಲೀಸ್ ವರಿಷ್ಠಾಧಿಕಾರಿ ಡಾ.ಎಂ.ಅಶ್ವಿನಿ ತಿಳಿಸಿದರು. — [891, 464, 1189, 684]
felicitation-photo — [891, 945, 1196, 1098]
reg-dot-black — [144, 2343, 157, 2356]
deer-col-top: ವಿಷಯ ತಿಳಿಯುತ್ತಿದ್ದಂತೆಯೇ ಅರಣ್ಯ ಇಲಾಖೆ ಸಿಬ್ಬಂದಿ ಪತ್ರಕರ್ತನನ್ನು ಪತ್ತೆಹಚ್ಚಿ 5 ಸಾವಿರ ರೂ. ದಂಡ ವಿಧಿಸಿದ್ದಾರೆ ಎಂದು ಹುಲಿ ಯೋಜನೆ ನಿರ್ದೇಶಕ ನಟೇಶ್ 'ಮೈಸೂರು ಮಿತ್ರ'ಕ್ಕೆ ತಿಳಿಸಿದ್ದಾರೆ. ಬಂಡೀಪುರ ಅರಣ್ಯ ಮೂಲಕ ಹಾದುಹೋಗಿರುವ ಹೆದ್ದಾರಿಯಲ್ಲಿ ಸಂಚರಿಸುವ ವಾಹನ ಸವಾರರು ವನ್ಯಜೀವಿಗಳಿಗೆ ಆಹಾರ ನೀಡುವುದು, ಫೋಟೋ ತೆಗೆಯುವುದನ್ನು ನಿಷೇಧಿಸಲಾಗಿದೆ. — [1262, 2046, 1498, 2174]
section-rule-1 — [87, 1102, 1498, 1104]
bypass-photo — [360, 305, 873, 593]
bommai-headline: ಬೊಮ್ಮಾಯಿ ಸಂಪುಟದಲ್ಲಿ ಪ್ರಾದೇಶಿಕ ಅಸಮತೋಲನ — [153, 1993, 807, 2039]
bommai-box — [193, 2089, 873, 2183]
ponnampet-photo-2 — [971, 1166, 1084, 1294]
section-title-bar — [182, 84, 945, 129]
deer-col2: ಸಂಚರಿಸುವಾಗ ಜಿಂಕೆ ಕಂಡಿದೆ. ತಕ್ಷಣ ಕಾರನ್ನು ನಿಲ್ಲಿಸಿ ಜಿಂಕೆಗೆ ತಿಂಡಿ ನೀಡಿದ್ದಾರೆ. ಈ ವೇಳೆ ಅದೇ ರಸ್ತೆಯಲ್ಲಿ ಸಂಚರಿಸುತ್ತಿದ್ದ ಪ್ರವಾಸಿಗರು ಈ ದೃಶ್ಯವನ್ನು ಮೊಬೈಲ್‌ನಲ್ಲಿ ಸೆರೆ ಹಿಡಿದು ಸಾಮಾಜಿಕ ಜಾಲತಾಣದಲ್ಲಿ ಹರಿಬಿಟ್ಟಿದ್ದರು. ಅರಣ್ಯ ಇಲಾಖೆ ನಿಯಮ ಉಲ್ಲಂಘಿಸಿದ ಹಿನ್ನೆಲೆಯಲ್ಲಿ ದಂಡ ವಿಧಿಸಲಾಗಿದೆ. — [1076, 2169, 1255, 2314]
ponnampet-col2: ಕಾಂಗ್ರೆಸ್ ಬೆಂಬಲಿತ ಸದಸ್ಯರು 11 ಮತ ಪಡೆದು ಜಯ ಗಳಿಸಿದರು. ಉಪಾಧ್ಯಕ್ಷ ಸ್ಥಾನಕ್ಕೆ ಸ್ಪರ್ಧಿಸಿದ್ದ ಬೊಳ್ಳೂರು ಮಮತಾ ಅವರು ಪ್ರತಿಸ್ಪರ್ಧಿಯನ್ನು ಮಣಿಸಿ ಆಯ್ಕೆಯಾದರು. ಚುನಾವಣಾಧಿಕಾರಿಯಾಗಿ ತಹಶೀಲ್ದಾರ್ ಕಾರ್ಯನಿರ್ವಹಿಸಿದರು. ನೂತನ ಅಧ್ಯಕ್ಷ-ಉಪಾಧ್ಯಕ್ಷರನ್ನು — [851, 1321, 1084, 1411]
middle-column-divider — [675, 1107, 676, 1979]
bike-theft-photo — [891, 193, 1189, 455]
kannada-headline: ಆ.10 ರಂದು ಕನ್ನಡ ನಮ್ಮೆ — [1160, 1428, 1418, 1462]
ponnampet-headline: ಪೊನ್ನಂಪೇಟೆ ಗ್ರಾಪಂ ಅಧ್ಯಕ್ಷೆಯಾಗಿ ಗಿರಿಜಾ ವೆಂಕಟೇಶ್ ಆಯ್ಕೆ — [785, 1113, 1397, 1151]
bommai-box-body: ಕೊಳ್ಳೇಗಾಲ ವಿಧಾನಸಭಾ ಕ್ಷೇತ್ರದ ಶಾಸಕ ಎನ್.ಮಹೇಶ್ ಅವರ ಗುರುತಿನಿಂದ ಗೆದ್ದು, ಈಗ ಕಮಲ ಪಾಳಯ ಸೇರಲು ಸಜ್ಜಾಗಿದ್ದಾರೆ. ಅವರು ಮೊದಲು ರಾಜೀನಾಮೆ ನೀಡಿ ಮತ್ತೆ ಚುನಾವಣೆ ಎದುರಿಸಲಿ. ಆಗ ಜನರು ಯಾರ ಪರ ಇದ್ದಾರೆ ಎಂಬುದು ಗೊತ್ತಾಗಲಿದೆ. ಬಿಎಸ್‌ಪಿ ಪಕ್ಷದಿಂದ ಗೆದ್ದು ಬಿಜೆಪಿ ಸರ್ಕಾರಕ್ಕೆ ಬೆಂಬಲ ನೀಡಿದ್ದು ಸರಿಯಲ್ಲ. ಅವರ ಕ್ಷೇತ್ರದ ಮತದಾರರಿಗೆ ದ್ರೋಹ ಮಾಡಿದಂತಾಗಿದೆ ಎಂದು ಧ್ರುವನಾರಾಯಣ್ ವ್ಯಂಗ್ಯವಾಡಿದರು. — [202, 2121, 864, 2169]
deer-headline: ಜಿಂಕೆಗೆ ತಿಂಡಿ ತಿನ್ನಿಸಿದ ಪತ್ರಕರ್ತನಿಗೆ ದಂಡ — [993, 1995, 1396, 2032]
section-rule-2 — [87, 1984, 1498, 1986]
power-headline: ಇಂದು ವಿದ್ಯುತ್ ವ್ಯತ್ಯಯ — [781, 1718, 964, 1747]
section-title: ಮಂಡ್ಯ, ಕೊಡಗು ಹಾಗೂ ಚಾಮರಾಜನಗರ ಜಿಲ್ಲಾ ಸುದ್ದಿಗಳು — [196, 91, 711, 122]
temple-headline: ಮೇಲುಕೋಟೆ ದೇಗುಲಗಳಿಗೆ ರಜಾ ದಿನಗಳಂದು ಭಕ್ತರ ಪ್ರವೇಶ ನಿರ್ಬಂಧ — [393, 837, 839, 860]
